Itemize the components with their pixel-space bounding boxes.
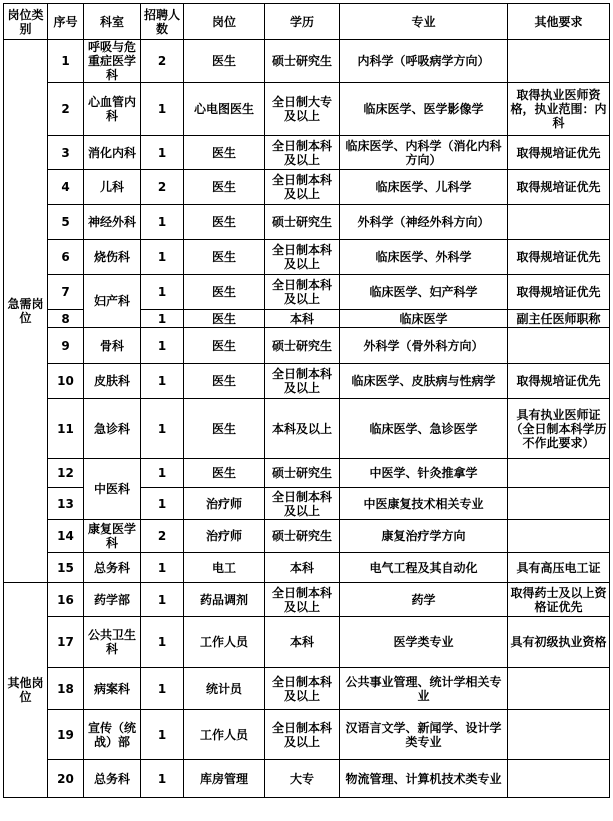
cell-education: 全日制本科及以上 <box>265 488 340 520</box>
table-row <box>4 364 610 399</box>
cell-other <box>508 459 610 488</box>
cell-other: 取得规培证优先 <box>508 275 610 310</box>
cell-position: 医生 <box>184 364 265 399</box>
table-row <box>4 710 610 760</box>
cell-dept: 宣传（统战）部 <box>84 710 141 760</box>
cell-count: 1 <box>141 710 184 760</box>
cell-dept: 皮肤科 <box>84 364 141 399</box>
cell-other <box>508 205 610 240</box>
cell-dept: 神经外科 <box>84 205 141 240</box>
cell-education: 全日制本科及以上 <box>265 364 340 399</box>
header-category: 岗位类别 <box>4 4 48 40</box>
cell-other: 取得规培证优先 <box>508 240 610 275</box>
cell-dept: 妇产科 <box>84 275 141 328</box>
table-row <box>4 668 610 710</box>
header-count: 招聘人数 <box>141 4 184 40</box>
recruitment-table <box>3 3 610 798</box>
cell-major: 临床医学、妇产科学 <box>340 275 508 310</box>
cell-count: 1 <box>141 136 184 170</box>
cell-dept: 骨科 <box>84 328 141 364</box>
cell-position: 治疗师 <box>184 488 265 520</box>
category-urgent: 急需岗位 <box>4 40 48 583</box>
cell-major: 内科学（呼吸病学方向） <box>340 40 508 83</box>
cell-dept: 康复医学科 <box>84 520 141 553</box>
cell-education: 全日制本科及以上 <box>265 275 340 310</box>
cell-position: 统计员 <box>184 668 265 710</box>
cell-count: 1 <box>141 459 184 488</box>
cell-position: 医生 <box>184 170 265 205</box>
cell-no: 3 <box>48 136 84 170</box>
cell-major: 临床医学、医学影像学 <box>340 83 508 136</box>
header-row <box>4 4 610 40</box>
cell-dept: 公共卫生科 <box>84 617 141 668</box>
cell-major: 医学类专业 <box>340 617 508 668</box>
cell-position: 治疗师 <box>184 520 265 553</box>
category-other: 其他岗位 <box>4 583 48 798</box>
cell-education: 全日制本科及以上 <box>265 170 340 205</box>
cell-other <box>508 760 610 798</box>
cell-no: 20 <box>48 760 84 798</box>
cell-dept: 消化内科 <box>84 136 141 170</box>
cell-count: 1 <box>141 240 184 275</box>
cell-dept: 急诊科 <box>84 399 141 459</box>
cell-education: 全日制大专及以上 <box>265 83 340 136</box>
cell-position: 医生 <box>184 275 265 310</box>
cell-no: 18 <box>48 668 84 710</box>
cell-count: 2 <box>141 520 184 553</box>
cell-no: 4 <box>48 170 84 205</box>
cell-dept: 药学部 <box>84 583 141 617</box>
cell-education: 本科 <box>265 617 340 668</box>
header-education: 学历 <box>265 4 340 40</box>
cell-education: 本科 <box>265 310 340 328</box>
cell-position: 工作人员 <box>184 710 265 760</box>
cell-position: 医生 <box>184 459 265 488</box>
table-row <box>4 553 610 583</box>
cell-major: 中医康复技术相关专业 <box>340 488 508 520</box>
table-row <box>4 40 610 83</box>
cell-education: 硕士研究生 <box>265 205 340 240</box>
cell-other: 取得药士及以上资格证优先 <box>508 583 610 617</box>
cell-other: 取得规培证优先 <box>508 170 610 205</box>
cell-major: 物流管理、计算机技术类专业 <box>340 760 508 798</box>
table-row <box>4 136 610 170</box>
cell-major: 外科学（骨外科方向） <box>340 328 508 364</box>
table-row <box>4 328 610 364</box>
table-row <box>4 83 610 136</box>
cell-education: 硕士研究生 <box>265 459 340 488</box>
cell-other: 取得执业医师资格，执业范围：内科 <box>508 83 610 136</box>
cell-no: 13 <box>48 488 84 520</box>
cell-major: 临床医学、儿科学 <box>340 170 508 205</box>
cell-no: 6 <box>48 240 84 275</box>
cell-position: 电工 <box>184 553 265 583</box>
cell-count: 1 <box>141 205 184 240</box>
cell-dept: 烧伤科 <box>84 240 141 275</box>
cell-position: 医生 <box>184 136 265 170</box>
cell-position: 心电图医生 <box>184 83 265 136</box>
cell-no: 8 <box>48 310 84 328</box>
cell-major: 临床医学、内科学（消化内科方向） <box>340 136 508 170</box>
header-other: 其他要求 <box>508 4 610 40</box>
cell-dept: 中医科 <box>84 459 141 520</box>
cell-major: 康复治疗学方向 <box>340 520 508 553</box>
cell-education: 硕士研究生 <box>265 328 340 364</box>
header-major: 专业 <box>340 4 508 40</box>
cell-no: 7 <box>48 275 84 310</box>
cell-no: 5 <box>48 205 84 240</box>
cell-major: 临床医学、急诊医学 <box>340 399 508 459</box>
cell-education: 本科及以上 <box>265 399 340 459</box>
cell-count: 1 <box>141 328 184 364</box>
table-row <box>4 399 610 459</box>
cell-dept: 总务科 <box>84 760 141 798</box>
cell-major: 临床医学 <box>340 310 508 328</box>
table-row <box>4 205 610 240</box>
header-no: 序号 <box>48 4 84 40</box>
table-row <box>4 240 610 275</box>
cell-dept: 病案科 <box>84 668 141 710</box>
cell-count: 1 <box>141 583 184 617</box>
cell-count: 1 <box>141 760 184 798</box>
cell-no: 12 <box>48 459 84 488</box>
cell-count: 1 <box>141 488 184 520</box>
cell-other <box>508 520 610 553</box>
cell-dept: 心血管内科 <box>84 83 141 136</box>
cell-count: 1 <box>141 399 184 459</box>
table-row <box>4 760 610 798</box>
table-row <box>4 520 610 553</box>
cell-position: 医生 <box>184 399 265 459</box>
cell-dept: 总务科 <box>84 553 141 583</box>
cell-no: 16 <box>48 583 84 617</box>
cell-education: 本科 <box>265 553 340 583</box>
cell-count: 1 <box>141 275 184 310</box>
cell-dept: 呼吸与危重症医学科 <box>84 40 141 83</box>
table-row <box>4 617 610 668</box>
cell-other: 具有执业医师证（全日制本科学历不作此要求） <box>508 399 610 459</box>
cell-no: 11 <box>48 399 84 459</box>
cell-education: 全日制本科及以上 <box>265 710 340 760</box>
cell-other: 取得规培证优先 <box>508 136 610 170</box>
cell-other: 具有高压电工证 <box>508 553 610 583</box>
cell-major: 汉语言文学、新闻学、设计学类专业 <box>340 710 508 760</box>
cell-no: 19 <box>48 710 84 760</box>
cell-education: 大专 <box>265 760 340 798</box>
cell-count: 1 <box>141 310 184 328</box>
cell-major: 临床医学、皮肤病与性病学 <box>340 364 508 399</box>
cell-no: 9 <box>48 328 84 364</box>
cell-major: 电气工程及其自动化 <box>340 553 508 583</box>
table-row <box>4 170 610 205</box>
cell-dept: 儿科 <box>84 170 141 205</box>
cell-other: 副主任医师职称 <box>508 310 610 328</box>
table-row <box>4 459 610 488</box>
cell-no: 1 <box>48 40 84 83</box>
header-dept: 科室 <box>84 4 141 40</box>
cell-no: 2 <box>48 83 84 136</box>
cell-other <box>508 668 610 710</box>
cell-major: 中医学、针灸推拿学 <box>340 459 508 488</box>
cell-position: 医生 <box>184 328 265 364</box>
cell-count: 1 <box>141 364 184 399</box>
cell-count: 1 <box>141 668 184 710</box>
header-position: 岗位 <box>184 4 265 40</box>
cell-count: 1 <box>141 553 184 583</box>
cell-major: 外科学（神经外科方向） <box>340 205 508 240</box>
cell-position: 医生 <box>184 240 265 275</box>
cell-other <box>508 40 610 83</box>
cell-education: 硕士研究生 <box>265 40 340 83</box>
cell-other <box>508 710 610 760</box>
cell-count: 1 <box>141 83 184 136</box>
cell-other <box>508 488 610 520</box>
cell-count: 2 <box>141 170 184 205</box>
cell-position: 医生 <box>184 205 265 240</box>
cell-position: 医生 <box>184 310 265 328</box>
cell-position: 医生 <box>184 40 265 83</box>
cell-position: 库房管理 <box>184 760 265 798</box>
cell-position: 工作人员 <box>184 617 265 668</box>
cell-position: 药品调剂 <box>184 583 265 617</box>
cell-count: 2 <box>141 40 184 83</box>
cell-education: 全日制本科及以上 <box>265 240 340 275</box>
cell-major: 临床医学、外科学 <box>340 240 508 275</box>
cell-no: 14 <box>48 520 84 553</box>
cell-education: 硕士研究生 <box>265 520 340 553</box>
cell-education: 全日制本科及以上 <box>265 136 340 170</box>
cell-education: 全日制本科及以上 <box>265 583 340 617</box>
cell-major: 公共事业管理、统计学相关专业 <box>340 668 508 710</box>
cell-no: 17 <box>48 617 84 668</box>
cell-other: 具有初级执业资格 <box>508 617 610 668</box>
cell-education: 全日制本科及以上 <box>265 668 340 710</box>
table-row <box>4 583 610 617</box>
cell-count: 1 <box>141 617 184 668</box>
cell-major: 药学 <box>340 583 508 617</box>
cell-other: 取得规培证优先 <box>508 364 610 399</box>
cell-no: 10 <box>48 364 84 399</box>
cell-no: 15 <box>48 553 84 583</box>
cell-other <box>508 328 610 364</box>
table-row <box>4 275 610 310</box>
